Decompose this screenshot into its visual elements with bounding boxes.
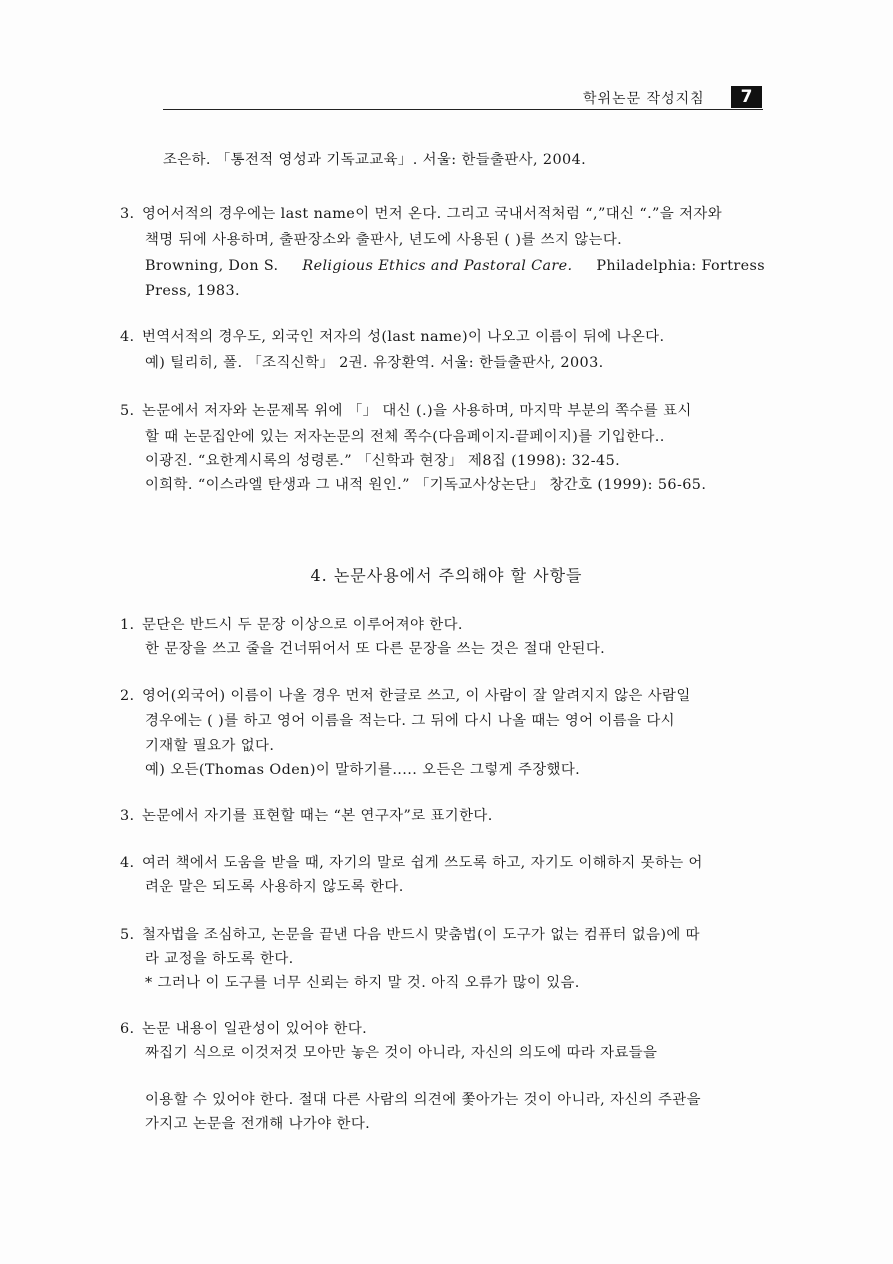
ref-publisher: Philadelphia: Fortress bbox=[596, 258, 765, 274]
item-number: 4. bbox=[120, 855, 135, 871]
list-item-b6 bbox=[120, 1019, 367, 1039]
item-number: 1. bbox=[120, 617, 135, 633]
item-text: 철자법을 조심하고, 논문을 끝낸 다음 반드시 맞춤법(이 도구가 없는 컴퓨터 없음)에 따 bbox=[142, 927, 700, 943]
reference-example: 예) 틸리히, 폴. 「조직신학」 2권. 유장환역. 서울: 한들출판사, 2003. bbox=[145, 355, 604, 371]
reference-example-english bbox=[145, 256, 765, 276]
list-item-b5 bbox=[120, 925, 700, 945]
list-item-a3 bbox=[120, 204, 722, 224]
running-header-title: 학위논문 작성지침 bbox=[583, 91, 705, 107]
item-text-continuation: 이용할 수 있어야 한다. 절대 다른 사람의 의견에 쫓아가는 것이 아니라, 자신의 주관을 bbox=[145, 1092, 701, 1108]
item-number: 5. bbox=[120, 403, 135, 419]
item-number: 3. bbox=[120, 206, 135, 222]
item-number: 3. bbox=[120, 808, 135, 824]
example-text: 예) 오든(Thomas Oden)이 말하기를..... 오든은 그렇게 주장했다. bbox=[145, 762, 581, 778]
item-text: 여러 책에서 도움을 받을 때, 자기의 말로 쉽게 쓰도록 하고, 자기도 이해하지 못하는 어 bbox=[142, 855, 703, 871]
reference-example: 조은하. 「통전적 영성과 기독교교육」. 서울: 한들출판사, 2004. bbox=[163, 152, 587, 168]
reference-example: 이광진. “요한계시록의 성령론.” 「신학과 현장」 제8집 (1998): 32-45. bbox=[145, 453, 621, 469]
header-rule bbox=[163, 109, 763, 110]
reference-example: 이희학. “이스라엘 탄생과 그 내적 원인.” 「기독교사상논단」 창간호 (1999): 56-65. bbox=[145, 477, 707, 493]
reference-example-continuation: Press, 1983. bbox=[145, 283, 240, 299]
item-text-continuation: 경우에는 ( )를 하고 영어 이름을 적는다. 그 뒤에 다시 나올 때는 영어 이름을 다시 bbox=[145, 713, 675, 729]
section-heading: 4. 논문사용에서 주의해야 할 사항들 bbox=[310, 566, 583, 585]
page-number-badge: 7 bbox=[731, 86, 762, 108]
list-item-a4 bbox=[120, 327, 664, 347]
item-text: 논문에서 자기를 표현할 때는 “본 연구자”로 표기한다. bbox=[142, 808, 493, 824]
item-text: 영어(외국어) 이름이 나올 경우 먼저 한글로 쓰고, 이 사람이 잘 알려지지 않은 사람일 bbox=[142, 688, 691, 704]
item-text-continuation: 가지고 논문을 전개해 나가야 한다. bbox=[145, 1116, 371, 1132]
item-number: 2. bbox=[120, 688, 135, 704]
item-text-continuation: 짜집기 식으로 이것저것 모아만 놓은 것이 아니라, 자신의 의도에 따라 자료들을 bbox=[145, 1045, 658, 1061]
ref-author: Browning, Don S. bbox=[145, 258, 279, 274]
list-item-b3 bbox=[120, 806, 493, 826]
item-number: 6. bbox=[120, 1021, 135, 1037]
item-text: 논문에서 저자와 논문제목 위에 「」 대신 (.)을 사용하며, 마지막 부분의 쪽수를 표시 bbox=[142, 403, 692, 419]
note-text: * 그러나 이 도구를 너무 신뢰는 하지 말 것. 아직 오류가 많이 있음. bbox=[145, 975, 580, 991]
item-text-continuation: 려운 말은 되도록 사용하지 않도록 한다. bbox=[145, 879, 404, 895]
list-item-a5 bbox=[120, 401, 692, 421]
item-text-continuation: 할 때 논문집안에 있는 저자논문의 전체 쪽수(다음페이지-끝페이지)를 기입한다.. bbox=[145, 429, 665, 445]
ref-title: Religious Ethics and Pastoral Care. bbox=[302, 258, 573, 274]
item-number: 4. bbox=[120, 329, 135, 345]
item-text-continuation: 라 교정을 하도록 한다. bbox=[145, 951, 294, 967]
item-text: 번역서적의 경우도, 외국인 저자의 성(last name)이 나오고 이름이 뒤에 나온다. bbox=[142, 329, 665, 345]
item-text-continuation: 책명 뒤에 사용하며, 출판장소와 출판사, 년도에 사용된 ( )를 쓰지 않는다. bbox=[145, 232, 623, 248]
list-item-b1 bbox=[120, 615, 463, 635]
item-text-continuation: 기재할 필요가 없다. bbox=[145, 738, 275, 754]
list-item-b2 bbox=[120, 686, 691, 706]
item-text-continuation: 한 문장을 쓰고 줄을 건너뛰어서 또 다른 문장을 쓰는 것은 절대 안된다. bbox=[145, 641, 606, 657]
item-text: 논문 내용이 일관성이 있어야 한다. bbox=[142, 1021, 368, 1037]
item-number: 5. bbox=[120, 927, 135, 943]
item-text: 영어서적의 경우에는 last name이 먼저 온다. 그리고 국내서적처럼 “,”대신 “.”을 저자와 bbox=[142, 206, 722, 222]
item-text: 문단은 반드시 두 문장 이상으로 이루어져야 한다. bbox=[142, 617, 463, 633]
list-item-b4 bbox=[120, 853, 703, 873]
